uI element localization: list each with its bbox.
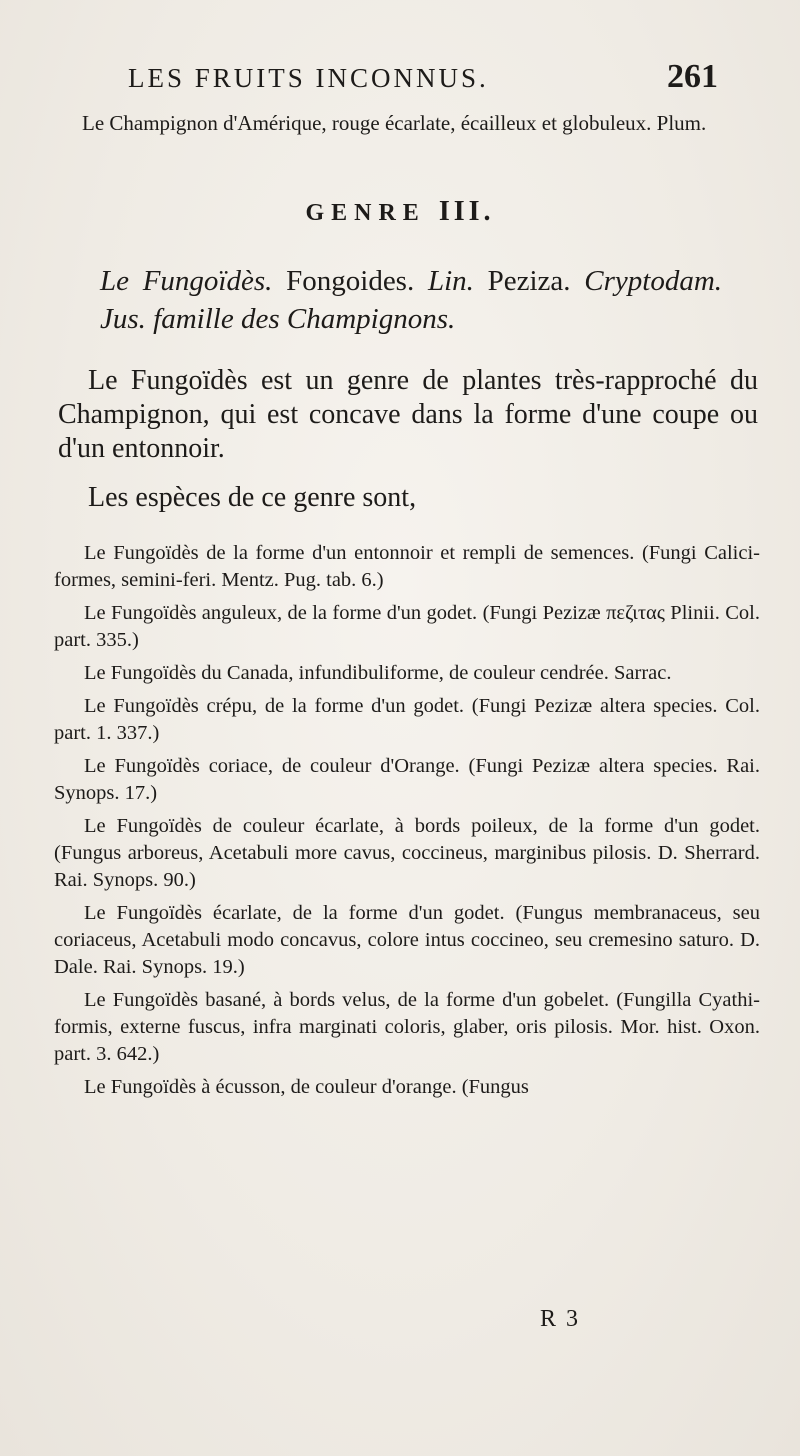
running-title: LES FRUITS INCONNUS.	[128, 63, 489, 93]
species-entry: Le Fungoïdès basané, à bords velus, de la forme d'un gobelet. (Fungilla Cyathi-formis, externe fuscus, infra marginati coloris, glaber, oris pilosis. Mor. hist. Oxon. part. 3. 642.)	[54, 989, 760, 1065]
genre-heading	[0, 196, 800, 228]
species-entry: Le Fungoïdès coriace, de couleur d'Orange. (Fungi Pezizæ altera species. Rai. Synops. 17.)	[54, 755, 760, 804]
genre-label: GENRE	[305, 200, 426, 226]
species-entry: Le Fungoïdès crépu, de la forme d'un godet. (Fungi Pezizæ altera species. Col. part. 1. 337.)	[54, 695, 760, 744]
page-number: 261	[667, 58, 718, 95]
genre-name-latin: Peziza.	[473, 265, 585, 297]
signature-mark: R 3	[540, 1306, 581, 1332]
species-entry: Le Fungoïdès de la forme d'un entonnoir et rempli de semences. (Fungi Calici-formes, semini-feri. Mentz. Pug. tab. 6.)	[54, 542, 760, 591]
genre-name	[100, 262, 722, 338]
genre-name-family: Cryptodam. Jus. famille des Champignons.	[100, 265, 723, 335]
genre-number: III.	[438, 196, 495, 227]
species-list	[54, 540, 760, 1107]
species-entry: Le Fungoïdès écarlate, de la forme d'un godet. (Fungus membranaceus, seu coriaceus, Acetabuli modo concavus, colore intus coccineo, seu cremesino saturo. D. Dale. Rai. Synops. 19.)	[54, 902, 760, 978]
page-header	[128, 58, 718, 96]
species-entry: Le Fungoïdès à écusson, de couleur d'orange. (Fungus	[84, 1076, 529, 1098]
genre-name-linnaeus: Lin.	[427, 265, 474, 297]
species-intro: Les espèces de ce genre sont,	[88, 482, 417, 513]
species-entry: Le Fungoïdès du Canada, infundibuliforme, de couleur cendrée. Sarrac.	[84, 662, 672, 684]
species-entry: Le Fungoïdès anguleux, de la forme d'un godet. (Fungi Pezizæ πεζιτας Plinii. Col. part. 335.)	[54, 602, 760, 651]
genre-name-synonym: Fongoides.	[272, 265, 428, 297]
species-entry: Le Fungoïdès de couleur écarlate, à bords poileux, de la forme d'un godet. (Fungus arboreus, Acetabuli more cavus, coccineus, marginibus pilosis. D. Sherrard. Rai. Synops. 90.)	[54, 815, 760, 891]
genre-name-french: Le Fungoïdès.	[100, 265, 273, 297]
genre-definition: Le Fungoïdès est un genre de plantes très-rapproché du Champignon, qui est concave dans la forme d'une coupe ou d'un entonnoir.	[58, 365, 758, 464]
intro-paragraph: Le Champignon d'Amérique, rouge écarlate, écailleux et globuleux. Plum.	[82, 111, 707, 135]
